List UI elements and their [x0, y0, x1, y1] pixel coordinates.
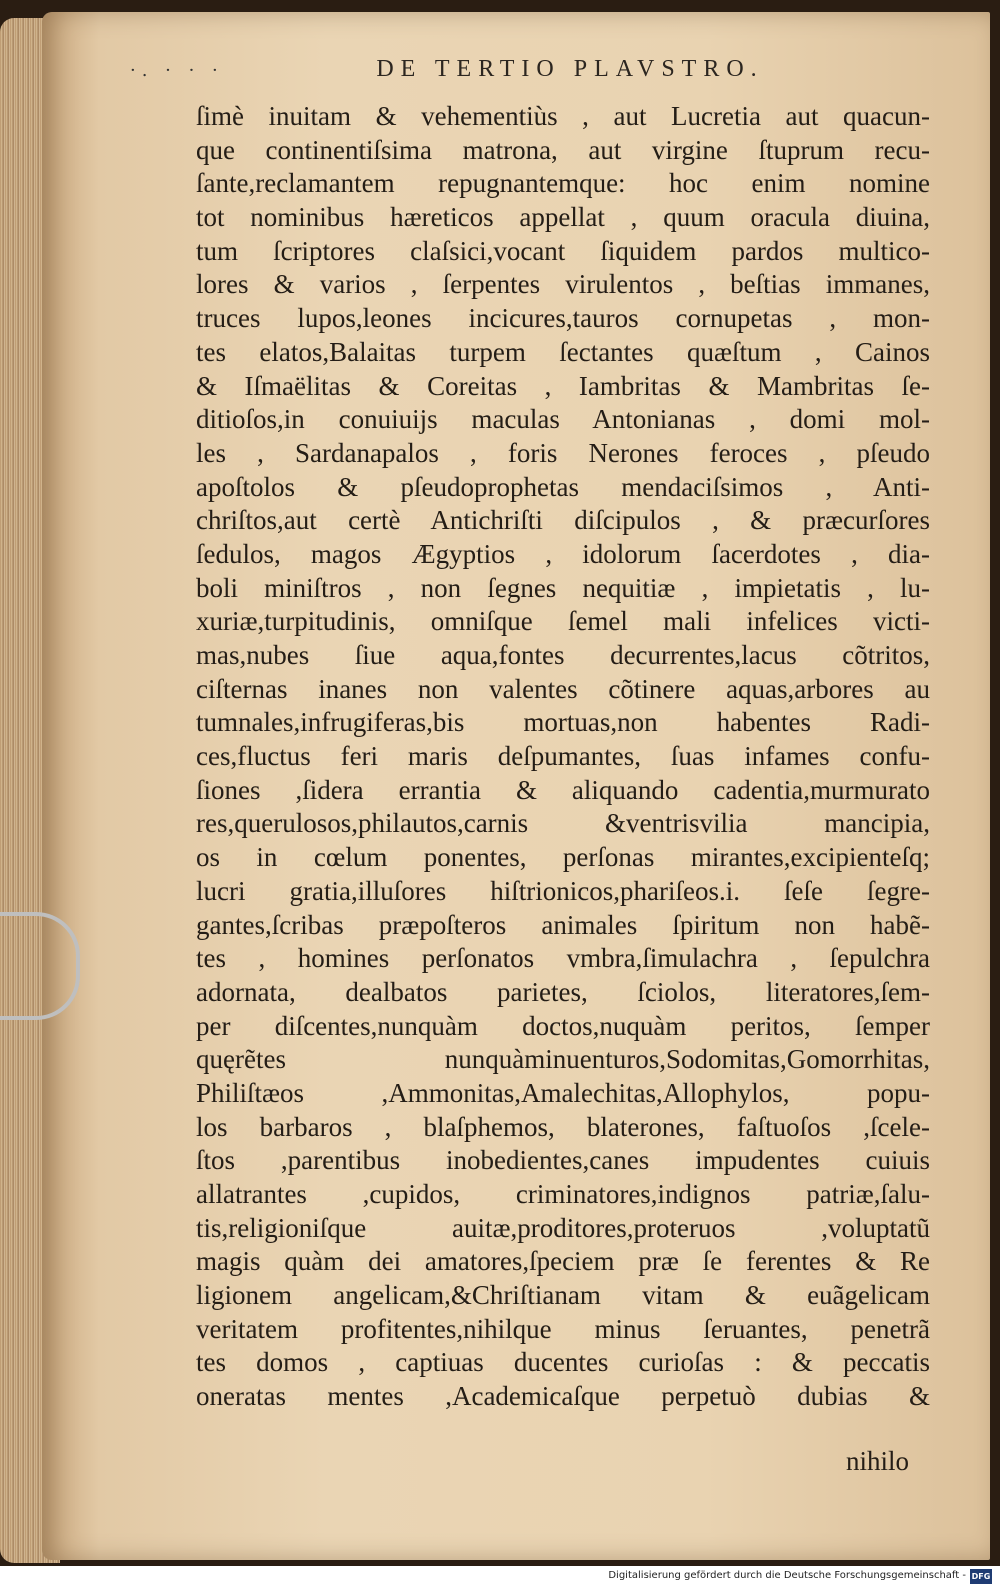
text-line: per diſcentes,nunquàm doctos,nuquàm peritos, ſemper — [196, 1010, 930, 1041]
running-head: DE TERTIO PLAVSTRO. — [376, 56, 764, 82]
text-line: ſtos ,parentibus inobedientes,canes impudentes cuiuis — [196, 1145, 930, 1176]
text-line: ligionem angelicam,&Chriſtianam vitam & euãgelicam — [196, 1280, 930, 1311]
text-line: tis,religioniſque auitæ,proditores,proteruos ,voluptatũ — [196, 1212, 930, 1243]
page-clip — [0, 912, 80, 1020]
text-line: quęrẽtes nunquàminuenturos,Sodomitas,Gomorrhitas, — [196, 1044, 930, 1075]
text-line: mas,nubes ſiue aqua,fontes decurrentes,lacus cõtritos, — [196, 640, 930, 670]
text-line: ſimè inuitam & vehementiùs , aut Lucretia aut quacun- — [196, 101, 930, 131]
text-line: os in cœlum ponentes, perſonas mirantes,excipienteſq; — [196, 842, 930, 873]
text-line: allatrantes ,cupidos, criminatores,indignos patriæ,ſalu- — [196, 1179, 930, 1209]
text-line: tes domos , captiuas ducentes curioſas : & peccatis — [196, 1347, 930, 1378]
text-line: ſante,reclamantem repugnantemque: hoc enim nomine — [196, 168, 930, 199]
text-line: ſiones ,ſidera errantia & aliquando cadentia,murmurato — [196, 774, 930, 805]
text-line: ces,fluctus feri maris deſpumantes, ſuas infames confu- — [196, 741, 930, 772]
text-line: res,querulosos,philautos,carnis &ventrisvilia mancipia, — [196, 808, 930, 839]
text-line: tumnales,infrugiferas,bis mortuas,non habentes Radi- — [196, 707, 930, 738]
text-line: chriſtos,aut certè Antichriſti diſcipulos , & præcurſores — [196, 505, 930, 536]
text-line: ſedulos, magos Ægyptios , idolorum ſacerdotes , dia- — [196, 538, 930, 569]
text-line: xuriæ,turpitudinis, omniſque ſemel mali infelices victi- — [196, 606, 930, 637]
text-line: que continentiſsima matrona, aut virgine ſtuprum recu- — [196, 134, 930, 165]
text-line: oneratas mentes ,Academicaſque perpetuò dubias & — [196, 1381, 930, 1412]
text-line: tum ſcriptores claſsici,vocant ſiquidem pardos multico- — [196, 235, 930, 266]
text-line: veritatem profitentes,nihilque minus ſeruantes, penetrã — [196, 1313, 930, 1344]
text-line: magis quàm dei amatores,ſpeciem præ ſe ferentes & Re — [196, 1246, 930, 1277]
text-line: & Iſmaëlitas & Coreitas , Iambritas & Mambritas ſe- — [196, 370, 930, 401]
text-line: apoſtolos & pſeudoprophetas mendaciſsimos , Anti- — [196, 471, 930, 502]
text-line: les , Sardanapalos , foris Nerones feroces , pſeudo — [196, 437, 930, 468]
body-text — [196, 100, 930, 1414]
catchword: nihilo — [846, 1446, 910, 1476]
text-line: los barbaros , blaſphemos, blaterones, faſtuoſos ,ſcele- — [196, 1111, 930, 1142]
text-line: tot nominibus hæreticos appellat , quum oracula diuina, — [196, 202, 930, 233]
dfg-logo: DFG — [970, 1569, 992, 1584]
text-line: gantes,ſcribas præpoſteros animales ſpiritum non habẽ- — [196, 909, 930, 940]
margin-marks: ·. · · · — [130, 60, 224, 81]
text-line: truces lupos,leones incicures,tauros cornupetas , mon- — [196, 303, 930, 334]
footer-credit: Digitalisierung gefördert durch die Deutsche Forschungsgemeinschaft - — [608, 1570, 966, 1581]
text-line: lucri gratia,illuſores hiſtrionicos,phariſeos.i. ſeſe ſegre- — [196, 875, 930, 906]
text-line: lores & varios , ſerpentes virulentos , beſtias immanes, — [196, 269, 930, 300]
text-line: boli miniſtros , non ſegnes nequitiæ , impietatis , lu- — [196, 572, 930, 603]
text-line: tes , homines perſonatos vmbra,ſimulachra , ſepulchra — [196, 943, 930, 974]
text-line: ciſternas inanes non valentes cõtinere aquas,arbores au — [196, 673, 930, 704]
text-line: ditioſos,in conuiuijs maculas Antonianas , domi mol- — [196, 404, 930, 435]
footer-bar — [0, 1566, 1000, 1591]
text-line: Philiſtæos ,Ammonitas,Amalechitas,Allophylos, popu- — [196, 1077, 930, 1108]
text-line: adornata, dealbatos parietes, ſciolos, literatores,ſem- — [196, 976, 930, 1007]
text-line: tes elatos,Balaitas turpem ſectantes quæſtum , Cainos — [196, 336, 930, 367]
